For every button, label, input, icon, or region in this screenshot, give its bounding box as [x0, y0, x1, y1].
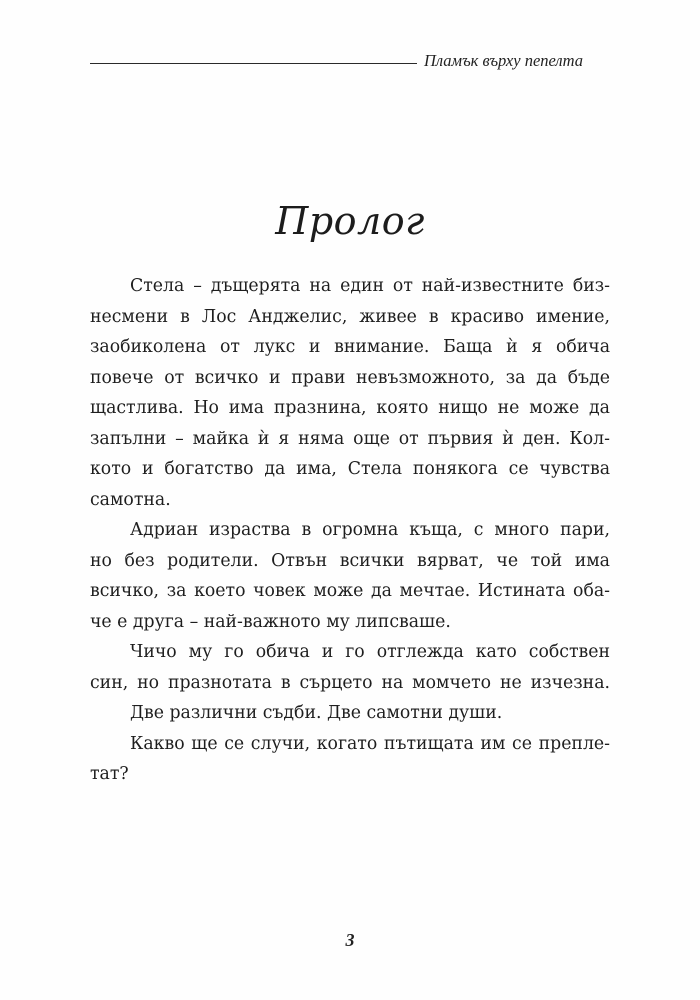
text-line: Две различни съдби. Две самотни души. — [130, 703, 503, 723]
text-line: несмени в Лос Анджелис, живее в красиво имение, — [90, 306, 610, 327]
text-line: повече от всичко и прави невъзможното, за да бъде — [90, 367, 610, 388]
header-rule — [90, 63, 417, 64]
running-title: Пламък върху пепелта — [424, 51, 583, 70]
text-line: Стела – дъщерята на един от най-известните биз- — [130, 276, 610, 296]
text-line: но без родители. Отвън всички вярват, че той има — [90, 550, 610, 571]
body-text — [90, 271, 610, 790]
text-line: Чичо му го обича и го отглежда като собствен — [130, 642, 610, 662]
page-number: 3 — [345, 930, 355, 950]
text-line: Какво ще се случи, когато пътищата им се препле- — [130, 733, 610, 754]
text-line: син, но празнотата в сърцето на момчето не изчезна. — [90, 672, 610, 693]
text-line: заобиколена от лукс и внимание. Баща ѝ я обича — [90, 337, 610, 357]
text-line: Адриан израства в огромна къща, с много пари, — [130, 520, 610, 540]
chapter-title: Пролог — [275, 199, 425, 243]
text-line: кото и богатство да има, Стела понякога се чувства — [90, 459, 610, 479]
text-line: че е друга – най-важното му липсваше. — [90, 611, 451, 632]
text-line: щастлива. Но има празнина, която нищо не може да — [90, 398, 610, 418]
text-line: запълни – майка ѝ я няма още от първия ѝ ден. Кол- — [90, 428, 610, 449]
text-line: тат? — [90, 764, 129, 784]
text-line: всичко, за което човек може да мечтае. Истината оба- — [90, 581, 610, 601]
text-line: самотна. — [90, 489, 171, 510]
